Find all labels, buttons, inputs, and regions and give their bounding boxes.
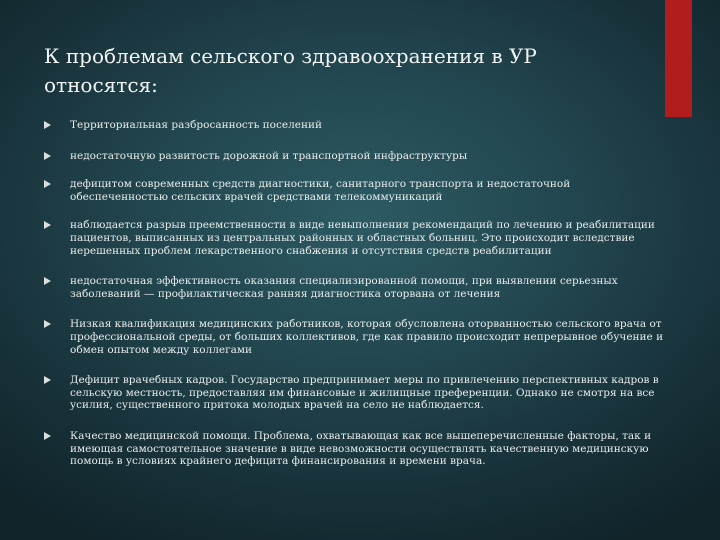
triangle-right-icon bbox=[44, 121, 51, 129]
slide-title: К проблемам сельского здравоохранения в УР относятся: bbox=[44, 44, 537, 97]
bullet-item bbox=[44, 275, 669, 300]
triangle-right-icon bbox=[44, 277, 51, 285]
bullet-text: недостаточную развитость дорожной и транспортной инфраструктуры bbox=[70, 149, 468, 162]
bullet-text: дефицитом современных средств диагностики, санитарного транспорта и недостаточной обеспеченностью сельских врачей средствами телекоммуникаций bbox=[70, 178, 571, 203]
bullet-text: недостаточная эффективность оказания специализированной помощи, при выявлении серьезных заболеваний — профилактическая ранняя диагностика оторвана от лечения bbox=[70, 275, 618, 300]
bullet-item bbox=[44, 318, 669, 356]
bullet-item bbox=[44, 430, 669, 468]
bullet-item bbox=[44, 119, 669, 132]
bullet-text: Территориальная разбросанность поселений bbox=[70, 119, 322, 131]
bullet-item bbox=[44, 219, 669, 257]
red-accent-bar bbox=[665, 0, 692, 117]
triangle-right-icon bbox=[44, 376, 51, 384]
bullet-text: Низкая квалификация медицинских работников, которая обусловлена оторванностью сельского врача от профессиональной среды, от больших коллективов, где как правило происходит непрерывное обучение и обмен опытом между коллегами bbox=[70, 318, 664, 356]
bullet-item bbox=[44, 178, 669, 203]
triangle-right-icon bbox=[44, 432, 51, 440]
bullet-item bbox=[44, 374, 669, 412]
triangle-right-icon bbox=[44, 221, 51, 229]
bullet-list bbox=[44, 119, 669, 486]
triangle-right-icon bbox=[44, 180, 51, 188]
triangle-right-icon bbox=[44, 320, 51, 328]
bullet-item bbox=[44, 150, 669, 163]
bullet-text: Качество медицинской помощи. Проблема, охватывающая как все вышеперечисленные факторы, так и имеющая самостоятельное значение в виде невозможности осуществлять качественную медицинскую помощь в условиях крайнего дефицита финансирования и времени врача. bbox=[70, 429, 652, 468]
bullet-text: Дефицит врачебных кадров. Государство предпринимает меры по привлечению перспективных кадров в сельскую местность, предоставляя им финансовые и жилищные преференции. Однако не смотря на все усилия, существенного притока молодых врачей на село не наблюдается. bbox=[70, 374, 659, 412]
bullet-text: наблюдается разрыв преемственности в виде невыполнения рекомендаций по лечению и реабилитации пациентов, выписанных из центральных районных и областных больниц. Это происходит вследствие нерешенных проблем лекарственного снабжения и отсутствия средств реабилитации bbox=[70, 219, 655, 257]
triangle-right-icon bbox=[44, 152, 51, 160]
